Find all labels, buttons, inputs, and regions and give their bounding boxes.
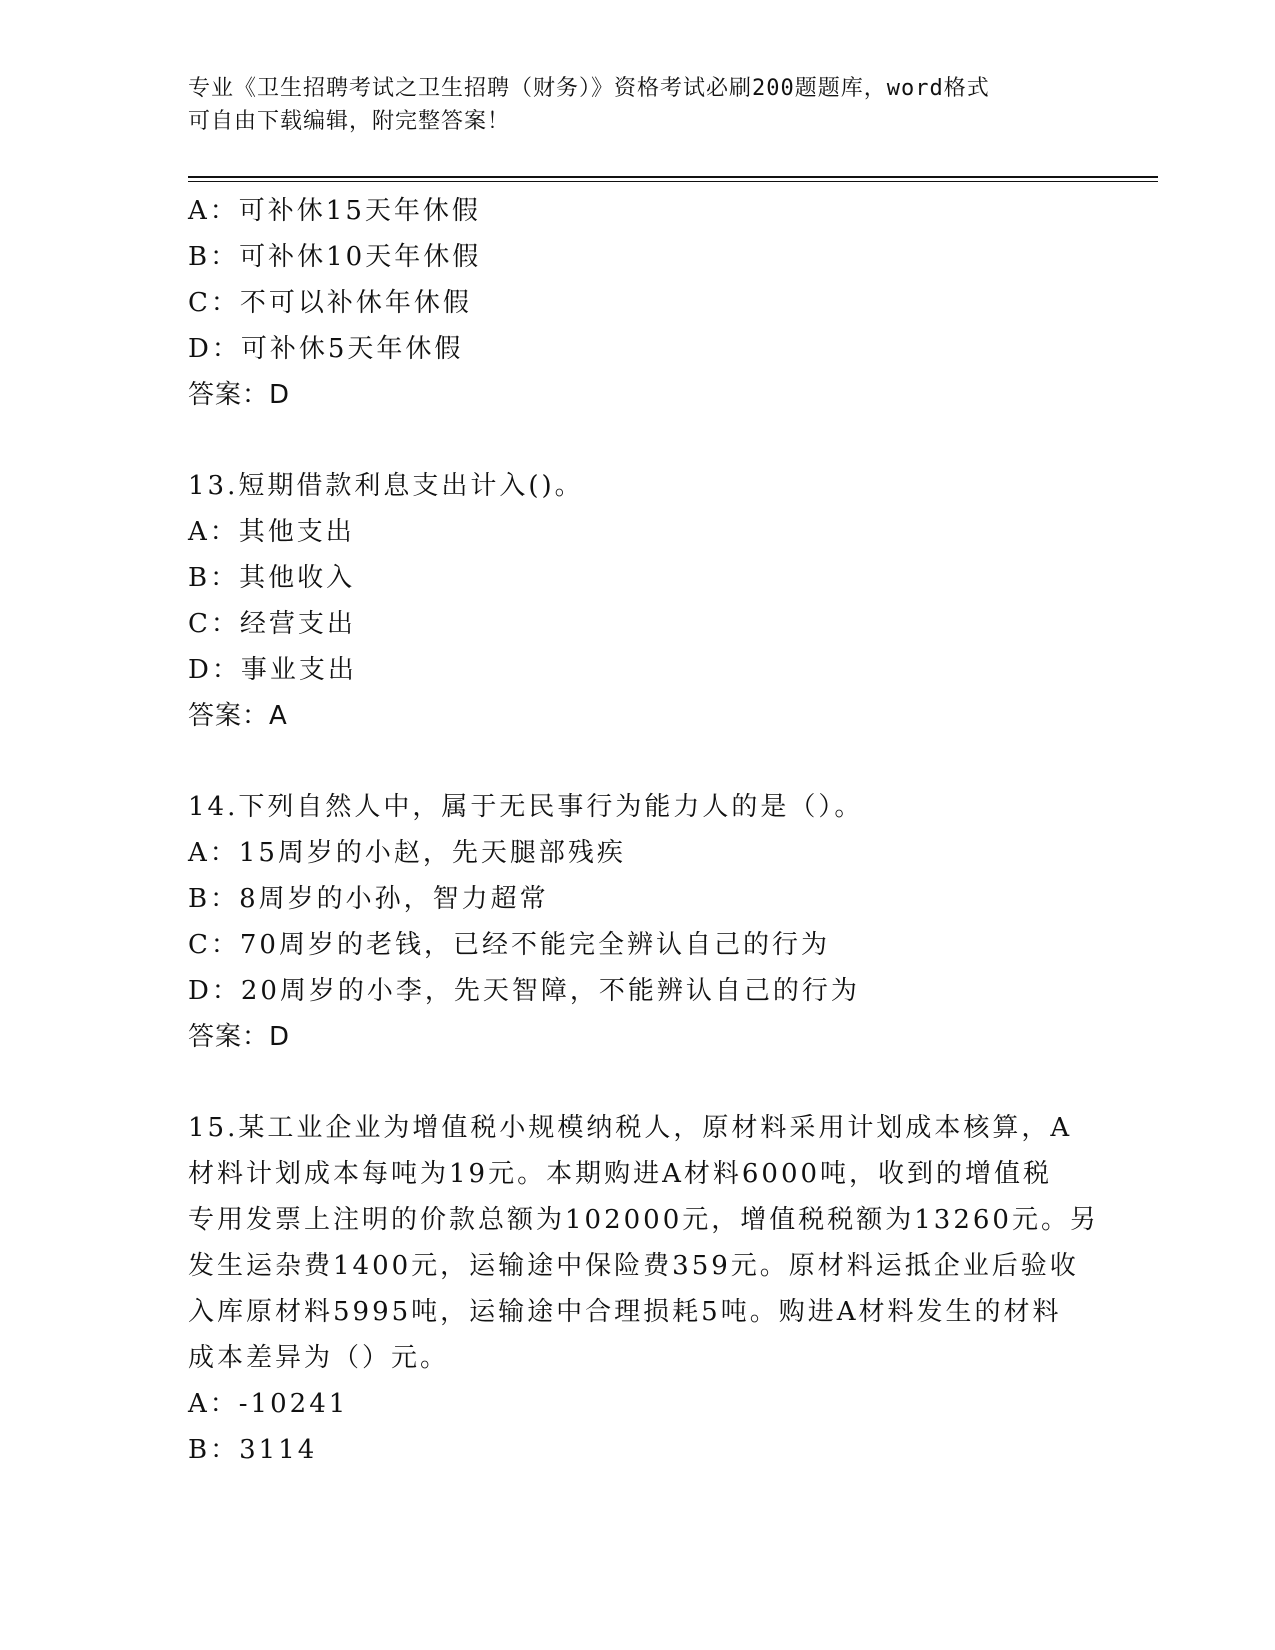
- option-b: B：8周岁的小孙，智力超常: [188, 884, 549, 914]
- option-c: C：经营支出: [188, 609, 356, 639]
- header-divider-thick: [188, 176, 1158, 178]
- option-c: C：不可以补休年休假: [188, 288, 472, 318]
- option-b: B：3114: [188, 1435, 318, 1465]
- answer: 答案：D: [188, 1022, 291, 1052]
- question-12: [188, 188, 1088, 418]
- question-stem-line: 15.某工业企业为增值税小规模纳税人，原材料采用计划成本核算，A: [188, 1113, 1073, 1143]
- document-header: [188, 72, 1088, 138]
- option-d: D：事业支出: [188, 655, 357, 685]
- option-b: B：其他收入: [188, 563, 356, 593]
- question-stem-line: 成本差异为（）元。: [188, 1343, 450, 1373]
- question-stem-line: 入库原材料5995吨，运输途中合理损耗5吨。购进A材料发生的材料: [188, 1297, 1062, 1327]
- option-a: A：-10241: [188, 1389, 349, 1419]
- answer: 答案：D: [188, 380, 291, 410]
- question-stem-line: 专用发票上注明的价款总额为102000元，增值税税额为13260元。另: [188, 1205, 1099, 1235]
- option-a: A：其他支出: [188, 517, 355, 547]
- option-c: C：70周岁的老钱，已经不能完全辨认自己的行为: [188, 930, 830, 960]
- option-d: D：20周岁的小李，先天智障，不能辨认自己的行为: [188, 976, 860, 1006]
- option-b: B：可补休10天年休假: [188, 242, 482, 272]
- header-line-1: 专业《卫生招聘考试之卫生招聘（财务）》资格考试必刷200题题库，word格式: [188, 76, 990, 101]
- question-stem: 14.下列自然人中，属于无民事行为能力人的是（）。: [188, 792, 864, 822]
- option-a: A：15周岁的小赵，先天腿部残疾: [188, 838, 626, 868]
- question-15: [188, 1105, 1099, 1473]
- question-stem-line: 发生运杂费1400元，运输途中保险费359元。原材料运抵企业后验收: [188, 1251, 1079, 1281]
- header-line-2: 可自由下载编辑，附完整答案！: [188, 109, 511, 134]
- question-14: [188, 784, 1088, 1060]
- question-list: [188, 188, 1099, 1473]
- header-divider-thin: [188, 181, 1158, 182]
- question-stem: 13.短期借款利息支出计入()。: [188, 471, 584, 501]
- question-stem-line: 材料计划成本每吨为19元。本期购进A材料6000吨，收到的增值税: [188, 1159, 1053, 1189]
- answer: 答案：A: [188, 701, 288, 731]
- option-d: D：可补休5天年休假: [188, 334, 464, 364]
- option-a: A：可补休15天年休假: [188, 196, 481, 226]
- question-13: [188, 463, 1088, 739]
